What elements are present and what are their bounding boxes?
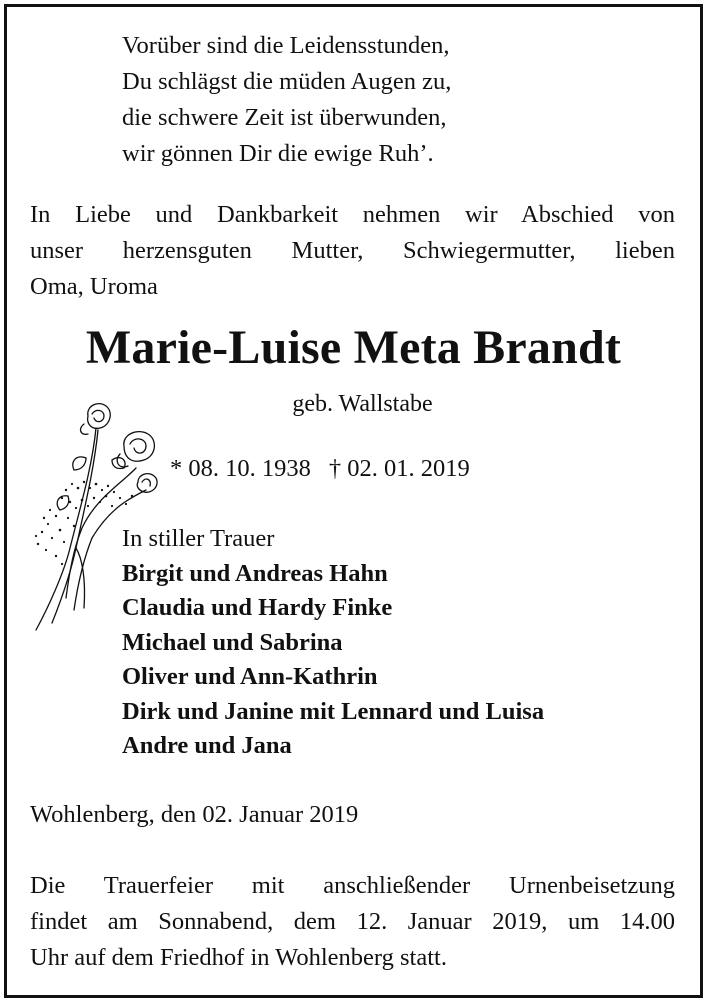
mourning-heading: In stiller Trauer: [122, 525, 275, 552]
death-date: † 02. 01. 2019: [328, 455, 470, 482]
family-name: Claudia und Hardy Finke: [122, 594, 393, 621]
funeral-line: Uhr auf dem Friedhof in Wohlenberg statt.: [30, 944, 447, 971]
funeral-line: findet am Sonnabend, dem 12. Januar 2019, um 14.00: [30, 908, 675, 935]
poem-line: Du schlägst die müden Augen zu,: [122, 68, 452, 95]
farewell-paragraph: [30, 197, 675, 305]
family-name: Andre und Jana: [122, 732, 292, 759]
farewell-line: In Liebe und Dankbarkeit nehmen wir Abschied von: [30, 201, 675, 228]
family-name: Birgit und Andreas Hahn: [122, 559, 388, 587]
place-and-date: Wohlenberg, den 02. Januar 2019: [30, 801, 359, 828]
poem-line: Vorüber sind die Leidensstunden,: [122, 32, 450, 59]
family-name: Michael und Sabrina: [122, 628, 343, 656]
family-name: Oliver und Ann-Kathrin: [122, 663, 378, 690]
funeral-details: [30, 868, 675, 976]
memorial-poem: [122, 28, 451, 172]
poem-line: die schwere Zeit ist überwunden,: [122, 104, 447, 131]
farewell-line: Oma, Uroma: [30, 273, 158, 300]
deceased-name: Marie-Luise Meta Brandt: [85, 321, 622, 374]
life-dates: [170, 452, 470, 486]
mourners-list: [122, 522, 544, 764]
family-name: Dirk und Janine mit Lennard und Luisa: [122, 697, 545, 725]
farewell-line: unser herzensguten Mutter, Schwiegermutter, lieben: [30, 237, 675, 264]
poem-line: wir gönnen Dir die ewige Ruh’.: [122, 140, 434, 167]
funeral-line: Die Trauerfeier mit anschließender Urnenbeisetzung: [30, 872, 675, 899]
maiden-name: geb. Wallstabe: [292, 391, 433, 417]
birth-date: * 08. 10. 1938: [170, 455, 311, 482]
